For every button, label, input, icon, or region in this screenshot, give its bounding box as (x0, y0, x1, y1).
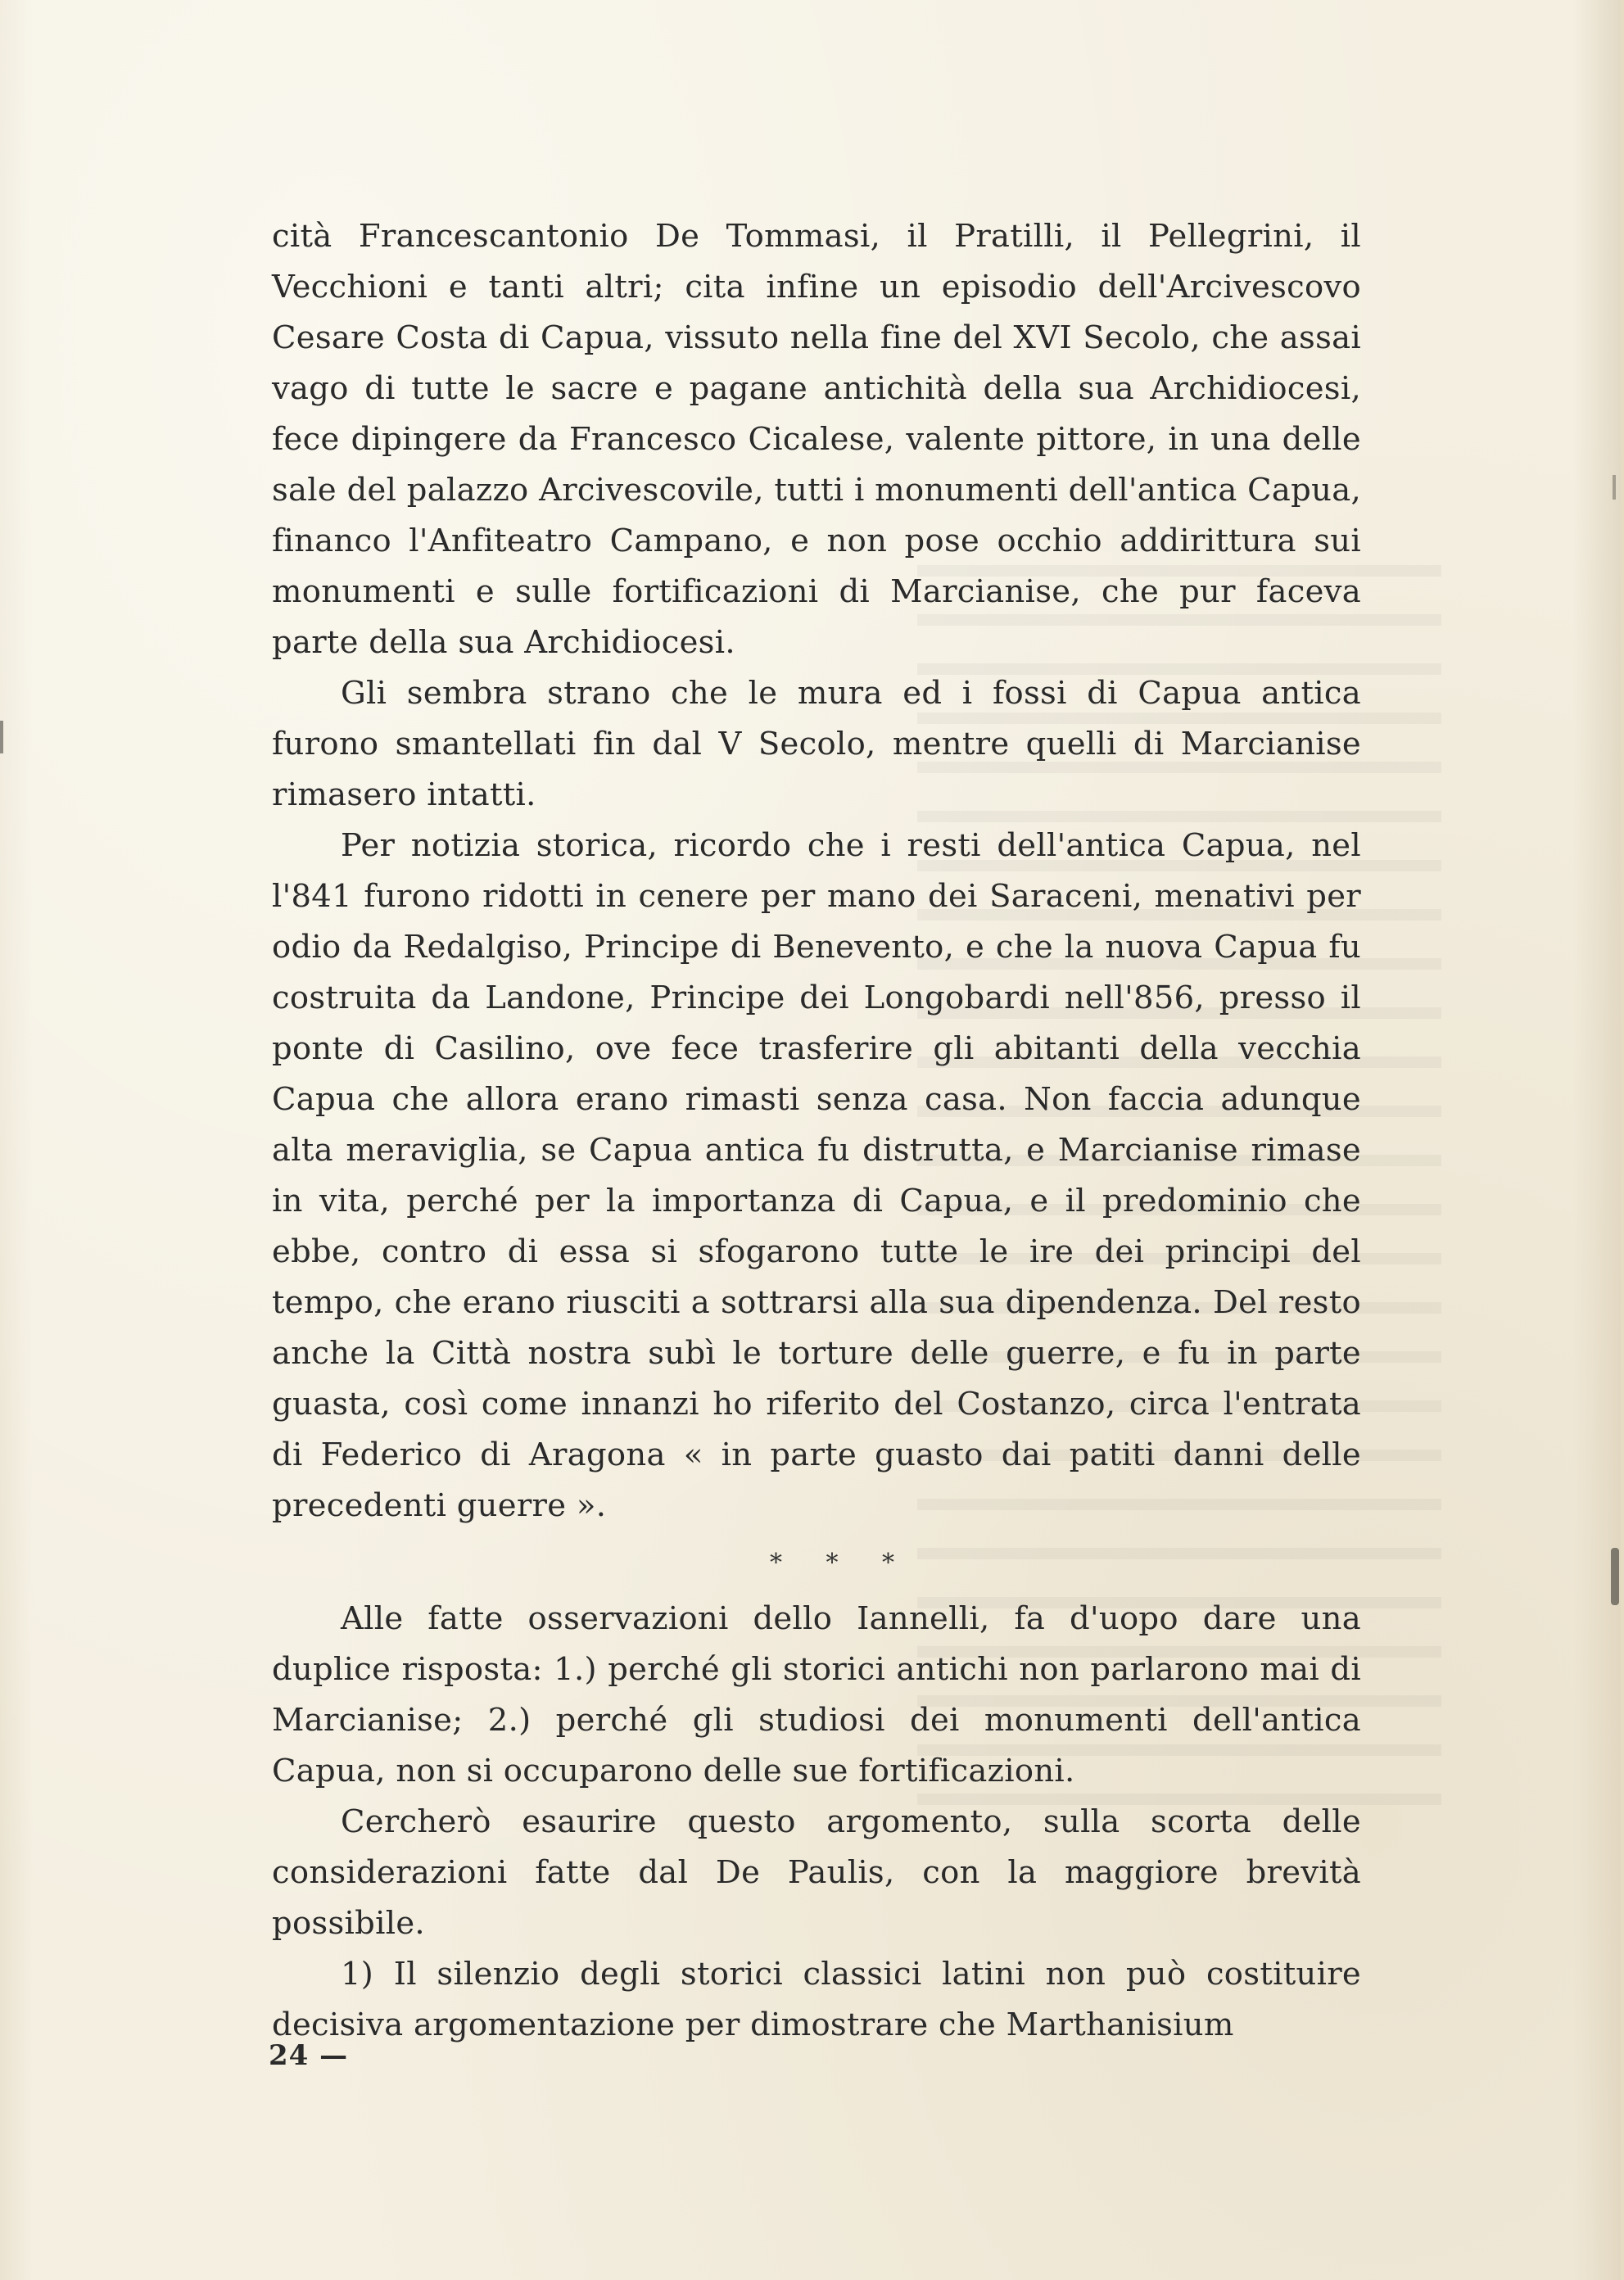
paragraph-3: Per notizia storica, ricordo che i resti dell'antica Capua, nel l'841 furono ridotti in cenere per mano dei Saraceni, menativi per odio da Redalgiso, Principe di Benevento, e che la nuova Capua fu costruita da Landone, Principe dei Longobardi nell'856, presso il ponte di Casilino, ove fece trasferire gli abitanti della vecchia Capua che allora erano rimasti senza casa. Non faccia adunque alta meraviglia, se Capua antica fu distrutta, e Marcianise rimase in vita, perché per la importanza di Capua, e il predominio che ebbe, contro di essa si sfogarono tutte le ire dei principi del tempo, che erano riusciti a sottrarsi alla sua dipendenza. Del resto anche la Città nostra subì le torture delle guerre, e fu in parte guasta, così come innanzi ho riferito del Costanzo, circa l'entrata di Federico di Aragona « in parte guasto dai patiti danni delle precedenti guerre ». (272, 827, 1361, 1524)
body-text (272, 211, 1361, 2051)
edge-mark-left (0, 721, 3, 753)
paragraph-1: cità Francescantonio De Tommasi, il Pratilli, il Pellegrini, il Vecchioni e tanti altri; cita infine un episodio dell'Arcivescovo Cesare Costa di Capua, vissuto nella fine del XVI Secolo, che assai vago di tutte le sacre e pagane antichità della sua Archidiocesi, fece dipingere da Francesco Cicalese, valente pittore, in una delle sale del palazzo Arcivescovile, tutti i monumenti dell'antica Capua, financo l'Anfiteatro Campano, e non pose occhio addirittura sui monumenti e sulle fortificazioni di Marcianise, che pur faceva parte della sua Archidiocesi. (272, 218, 1361, 661)
paragraph-2: Gli sembra strano che le mura ed i fossi di Capua antica furono smantellati fin dal V Secolo, mentre quelli di Marcianise rimasero intatti. (272, 675, 1361, 813)
edge-mark-right-top (1613, 475, 1616, 500)
edge-mark-right (1611, 1548, 1619, 1605)
paragraph-5: Cercherò esaurire questo argomento, sulla scorta delle considerazioni fatte dal De Paulis, con la maggiore brevità possibile. (272, 1803, 1361, 1942)
section-separator: * * * (769, 1549, 913, 1577)
paragraph-6: 1) Il silenzio degli storici classici latini non può costituire decisiva argomentazione per dimostrare che Marthanisium (272, 1956, 1361, 2043)
page-number: 24 — (269, 2039, 349, 2072)
paragraph-4: Alle fatte osservazioni dello Iannelli, fa d'uopo dare una duplice risposta: 1.) perché gli storici antichi non parlarono mai di Marcianise; 2.) perché gli studiosi dei monumenti dell'antica Capua, non si occuparono delle sue fortificazioni. (272, 1600, 1361, 1789)
